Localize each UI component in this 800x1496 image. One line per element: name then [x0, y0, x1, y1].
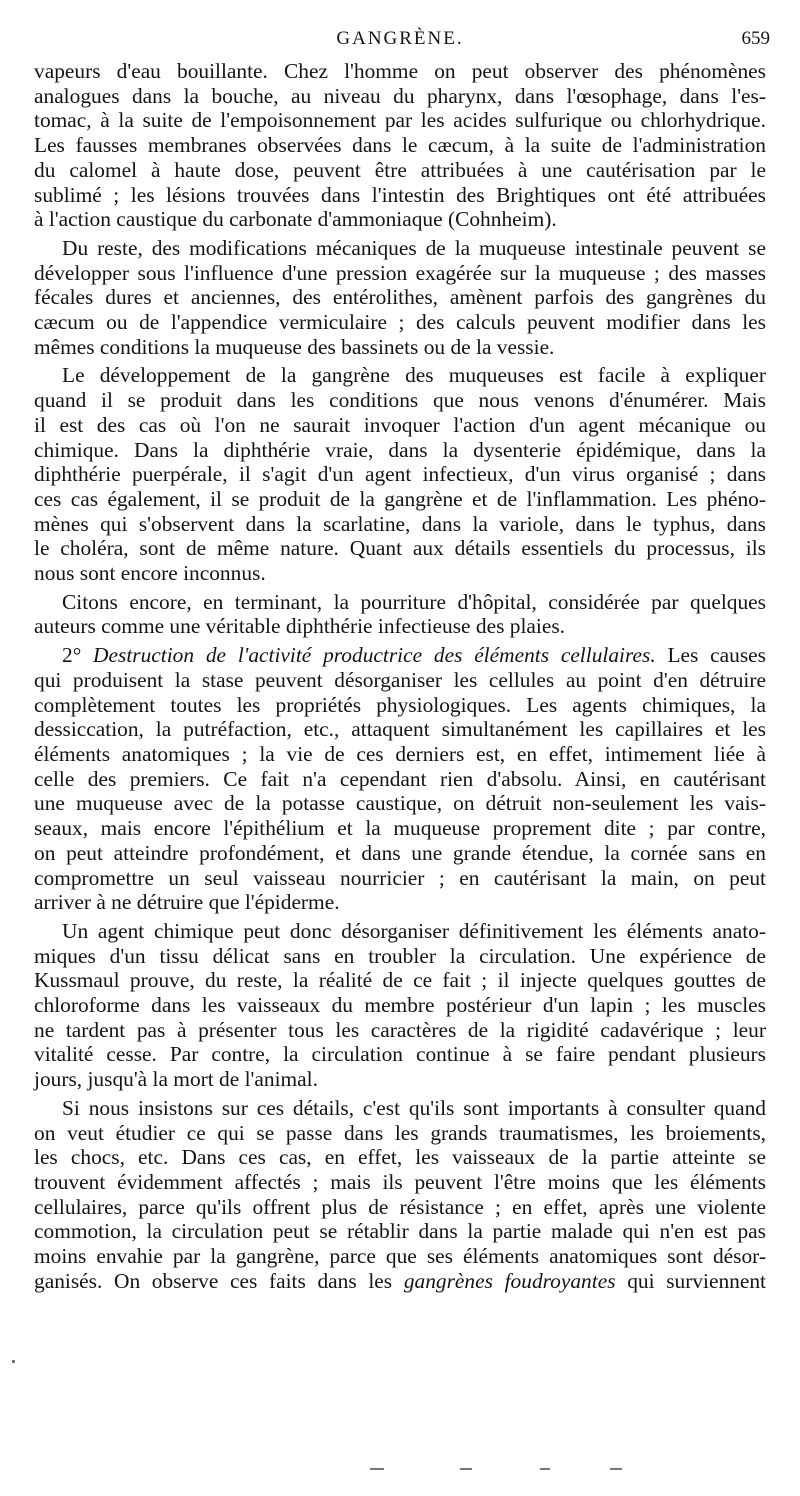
scan-speck: [370, 1468, 384, 1470]
paragraph-1: [34, 59, 766, 232]
text-line: mènes qui s'observent dans la scarlatine, dans la variole, dans le typhus, dans: [34, 511, 766, 536]
body-text: [34, 59, 766, 1297]
text-line: ne tardent pas à présenter tous les caractères de la rigidité cadavérique ; leur: [34, 1017, 766, 1042]
scan-specks: [0, 1462, 800, 1482]
text-line: compromettre un seul vaisseau nourricier ; en cautérisant la main, on peut: [34, 865, 766, 890]
text-line: complètement toutes les propriétés physiologiques. Les agents chimiques, la: [34, 692, 766, 717]
text-line: jours, jusqu'à la mort de l'animal.: [34, 1067, 318, 1092]
page-header: [30, 28, 770, 58]
text-fragment: qui surviennent: [615, 1268, 766, 1293]
text-line: miques d'un tissu délicat sans en troubler la circulation. Une expérience de: [34, 943, 766, 968]
text-line: cæcum ou de l'appendice vermiculaire ; des calculs peuvent modifier dans les: [34, 310, 766, 335]
text-line: mêmes conditions la muqueuse des bassinets ou de la vessie.: [34, 334, 555, 359]
text-line: on veut étudier ce qui se passe dans les grands traumatismes, les broiements,: [34, 1120, 766, 1145]
section-heading: Destruction de l'activité productrice des éléments cellulaires.: [93, 643, 656, 668]
text-line: Le développement de la gangrène des muqueuses est facile à expliquer: [62, 363, 766, 388]
text-line: fécales dures et anciennes, des entérolithes, amènent parfois des gangrènes du: [34, 285, 766, 310]
text-line: Un agent chimique peut donc désorganiser définitivement les éléments anato-: [62, 918, 766, 943]
italic-term: gangrènes foudroyantes: [403, 1268, 616, 1293]
text-line: il est des cas où l'on ne saurait invoquer l'action d'un agent mécanique ou: [34, 412, 766, 437]
text-line: Kussmaul prouve, du reste, la réalité de ce fait ; il injecte quelques gouttes de: [34, 968, 766, 993]
section-heading-line: [34, 643, 766, 668]
scan-speck: [540, 1468, 550, 1470]
paragraph-6: [34, 919, 766, 1092]
text-line: vitalité cesse. Par contre, la circulation continue à se faire pendant plusieurs: [34, 1042, 766, 1067]
text-line: qui produisent la stase peuvent désorganiser les cellules au point d'en détruire: [34, 667, 766, 692]
text-line: les chocs, etc. Dans ces cas, en effet, les vaisseaux de la partie atteinte se: [34, 1145, 766, 1170]
text-fragment: ganisés. On observe ces faits dans les: [34, 1268, 393, 1293]
text-line: quand il se produit dans les conditions que nous venons d'énumérer. Mais: [34, 388, 766, 413]
text-line: vapeurs d'eau bouillante. Chez l'homme on peut observer des phénomènes: [34, 59, 766, 83]
running-title: GANGRÈNE.: [336, 28, 464, 49]
paragraph-5: [34, 643, 766, 915]
text-line: tomac, à la suite de l'empoisonnement par les acides sulfurique ou chlorhydrique.: [34, 108, 766, 133]
text-line: Les fausses membranes observées dans le cæcum, à la suite de l'administration: [34, 133, 766, 158]
text-line: diphthérie puerpérale, il s'agit d'un agent infectieux, d'un virus organisé ; dans: [34, 462, 766, 487]
text-line: du calomel à haute dose, peuvent être attribuées à une cautérisation par le: [34, 157, 766, 182]
page-number: 659: [741, 28, 770, 49]
text-line: Si nous insistons sur ces détails, c'est qu'ils sont importants à consulter quand: [62, 1095, 766, 1120]
text-line: on peut atteindre profondément, et dans une grande étendue, la cornée sans en: [34, 840, 766, 865]
text-line: sublimé ; les lésions trouvées dans l'intestin des Brightiques ont été attribuées: [34, 182, 766, 207]
text-line: Du reste, des modifications mécaniques de la muqueuse intestinale peuvent se: [62, 235, 766, 260]
text-line: dessiccation, la putréfaction, etc., attaquent simultanément les capillaires et les: [34, 717, 766, 742]
text-line: le choléra, sont de même nature. Quant aux détails essentiels du processus, ils: [34, 536, 766, 561]
text-line: éléments anatomiques ; la vie de ces derniers est, en effet, intimement liée à: [34, 741, 766, 766]
text-line: auteurs comme une véritable diphthérie infectieuse des plaies.: [34, 614, 565, 639]
scan-speck: [460, 1468, 472, 1470]
text-line: nous sont encore inconnus.: [34, 561, 266, 586]
text-line: chloroforme dans les vaisseaux du membre postérieur d'un lapin ; les muscles: [34, 993, 766, 1018]
text-line: Citons encore, en terminant, la pourriture d'hôpital, considérée par quelques: [62, 589, 766, 614]
scan-speck: [610, 1468, 622, 1470]
paragraph-4: [34, 590, 766, 639]
paragraph-2: [34, 236, 766, 360]
text-line: à l'action caustique du carbonate d'ammoniaque (Cohnheim).: [34, 207, 557, 232]
text-line: trouvent évidemment affectés ; mais ils peuvent l'être moins que les éléments: [34, 1169, 766, 1194]
paragraph-3: [34, 363, 766, 585]
text-line: commotion, la circulation peut se rétablir dans la partie malade qui n'en est pas: [34, 1219, 766, 1244]
text-line: moins envahie par la gangrène, parce que ses éléments anatomiques sont désor-: [34, 1244, 766, 1269]
text-line-final: [34, 1269, 766, 1294]
text-fragment: Les causes: [655, 643, 766, 668]
paragraph-7: [34, 1096, 766, 1294]
text-line: chimique. Dans la diphthérie vraie, dans la dysenterie épidémique, dans la: [34, 437, 766, 462]
text-line: arriver à ne détruire que l'épiderme.: [34, 890, 340, 915]
text-line: une muqueuse avec de la potasse caustique, on détruit non-seulement les vais-: [34, 791, 766, 816]
text-line: ces cas également, il se produit de la gangrène et de l'inflammation. Les phéno-: [34, 486, 766, 511]
text-line: celle des premiers. Ce fait n'a cependant rien d'absolu. Ainsi, en cautérisant: [34, 766, 766, 791]
text-line: analogues dans la bouche, au niveau du pharynx, dans l'œsophage, dans l'es-: [34, 83, 766, 108]
text-line: cellulaires, parce qu'ils offrent plus de résistance ; en effet, après une violente: [34, 1194, 766, 1219]
section-number: 2°: [62, 643, 82, 668]
text-line: seaux, mais encore l'épithélium et la muqueuse proprement dite ; par contre,: [34, 816, 766, 841]
scan-speck: [12, 1360, 15, 1363]
text-line: développer sous l'influence d'une pression exagérée sur la muqueuse ; des masses: [34, 260, 766, 285]
